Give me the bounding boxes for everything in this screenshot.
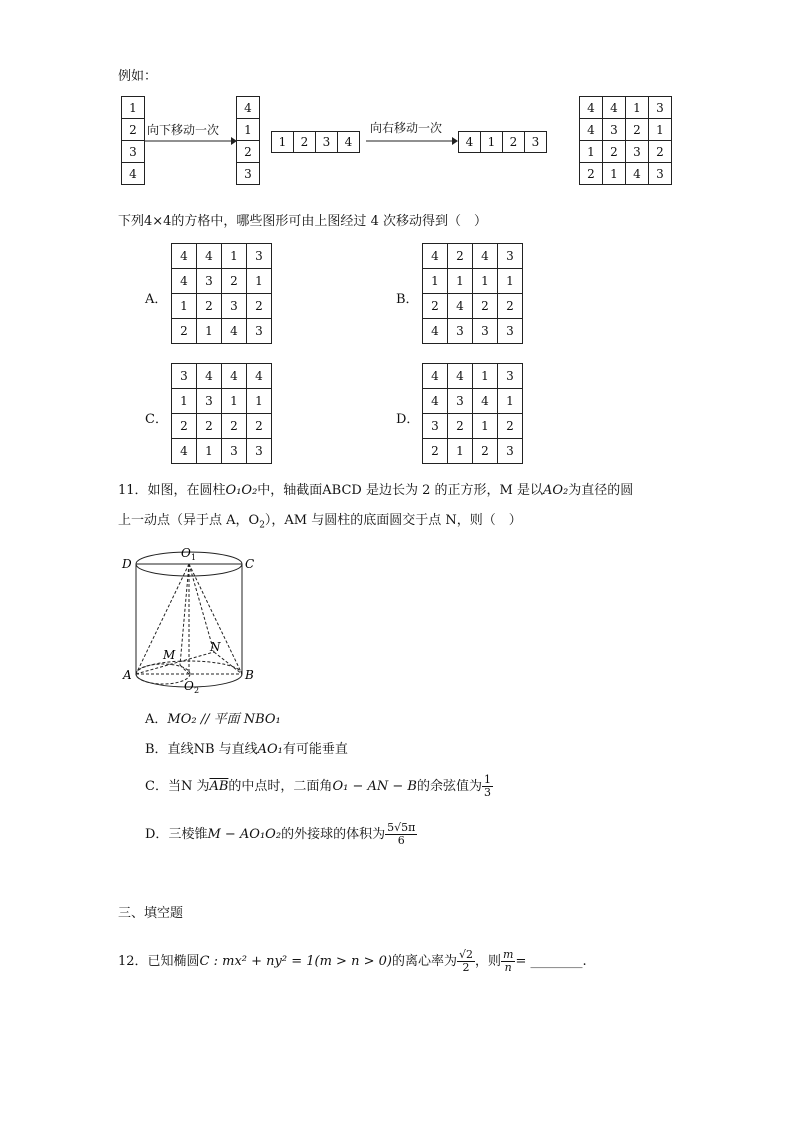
label-d: D (122, 557, 132, 571)
q11-option-d[interactable]: D．三棱锥M − AO₁O₂的外接球的体积为 $\frac{5√5\pi}{6}$ (145, 821, 416, 847)
example-column-original (121, 96, 145, 185)
option-d-grid: 4 4 1 3 4 3 4 1 3 2 1 2 2 1 2 3 (422, 363, 523, 464)
cell: 4 (338, 132, 360, 152)
example-row-original (271, 131, 360, 153)
cell: 2 (503, 132, 525, 152)
section-heading: 三、填空题 (118, 906, 184, 921)
q11-option-a[interactable]: A．MO₂ // 平面 NBO₁ (145, 712, 281, 727)
option-d-label[interactable]: D． (396, 412, 420, 427)
cell: 1 (122, 97, 144, 119)
option-c-label[interactable]: C． (145, 412, 168, 427)
q11-line1: 11．如图，在圆柱O₁O₂中，轴截面ABCD 是边长为 2 的正方形，M 是以AO₂为直径的圆 (118, 483, 634, 498)
label-b: B (245, 668, 254, 682)
label-a: A (123, 668, 132, 682)
option-c-grid: 3 4 4 4 1 3 1 1 2 2 2 2 4 1 3 3 (171, 363, 272, 464)
label-m: M (163, 648, 176, 662)
cell: 4 (459, 132, 481, 152)
question-text: 下列4×4的方格中，哪些图形可由上图经过 4 次移动得到（ ） (118, 214, 487, 229)
cell: 4 (122, 163, 144, 185)
label-c: C (245, 557, 255, 571)
cell: 1 (481, 132, 503, 152)
cell: 2 (122, 119, 144, 141)
example-label: 例如： (118, 69, 158, 84)
cell: 3 (525, 132, 547, 152)
cell: 2 (237, 141, 259, 163)
cell: 3 (316, 132, 338, 152)
label-o2-sub: 2 (194, 686, 200, 695)
cell: 1 (237, 119, 259, 141)
arrow-right-icon (366, 136, 458, 146)
example-row-moved (458, 131, 547, 153)
move-down-label: 向下移动一次 (147, 123, 220, 137)
example-column-moved (236, 96, 260, 185)
example-grid: 4 4 1 3 4 3 2 1 1 2 3 2 2 1 4 3 (579, 96, 672, 185)
q11-line2: 上一动点（异于点 A，$O_2$），AM 与圆柱的底面圆交于点 N，则（ ） (118, 513, 522, 531)
move-right-label: 向右移动一次 (370, 121, 443, 135)
cell: 2 (294, 132, 316, 152)
cylinder-figure (118, 540, 268, 700)
cell: 3 (122, 141, 144, 163)
label-n: N (210, 640, 221, 654)
option-b-label[interactable]: B． (396, 292, 419, 307)
cell: 4 (237, 97, 259, 119)
arrow-right-icon (145, 136, 237, 146)
label-o1-sub: 1 (191, 553, 197, 562)
q11-option-b[interactable]: B．直线NB 与直线AO₁有可能垂直 (145, 742, 348, 757)
option-a-label[interactable]: A． (145, 292, 168, 307)
label-o1: O (181, 546, 191, 560)
q11-option-c[interactable]: C．当N 为$\overline{AB}$的中点时，二面角O₁ − AN − B的余弦值为 $\frac{1}{3}$ (145, 773, 491, 799)
option-b-grid: 4 2 4 3 1 1 1 1 2 4 2 2 4 3 3 3 (422, 243, 523, 344)
q12-text: 12．已知椭圆C : mx² + ny² = 1(m > n > 0)的离心率为 $\frac{√2}{2}$ ，则 $\frac{m}{n}$ = ________. (118, 948, 587, 974)
label-o2: O (184, 679, 194, 693)
cell: 3 (237, 163, 259, 185)
option-a-grid: 4 4 1 3 4 3 2 1 1 2 3 2 2 1 4 3 (171, 243, 272, 344)
cell: 1 (272, 132, 294, 152)
